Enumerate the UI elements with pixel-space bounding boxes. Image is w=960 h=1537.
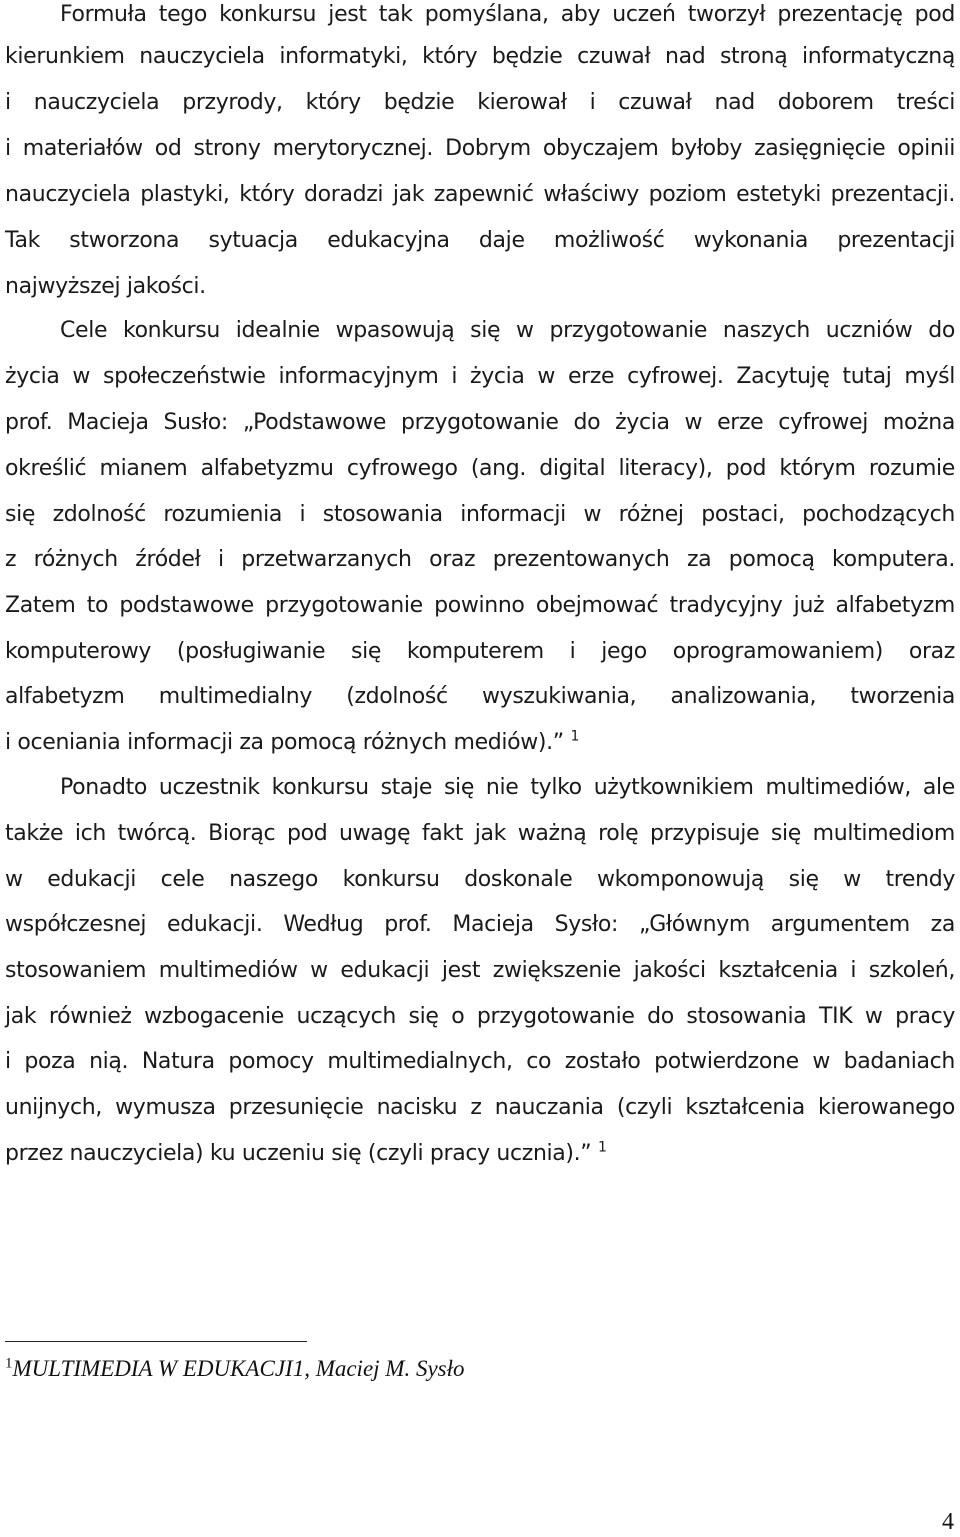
- page-number: 4: [942, 1509, 954, 1535]
- paragraph-2-line-6: z różnych źródeł i przetwarzanych oraz prezentowanych za pomocą komputera.: [5, 547, 955, 572]
- footnote-reference-2: 1: [598, 1139, 607, 1156]
- paragraph-1-line-1: Formuła tego konkursu jest tak pomyślana, aby uczeń tworzył prezentację pod: [60, 2, 955, 27]
- paragraph-2-line-10: [5, 728, 955, 758]
- paragraph-1-line-3: i nauczyciela przyrody, który będzie kierował i czuwał nad doborem treści: [5, 90, 955, 115]
- footnote-reference-1: 1: [570, 728, 580, 745]
- paragraph-1-line-6: Tak stworzona sytuacja edukacyjna daje możliwość wykonania prezentacji: [5, 228, 955, 253]
- paragraph-1-line-4: i materiałów od strony merytorycznej. Dobrym obyczajem byłoby zasięgnięcie opinii: [5, 136, 955, 161]
- paragraph-2-line-4: określić mianem alfabetyzmu cyfrowego (ang. digital literacy), pod którym rozumie: [5, 456, 955, 481]
- paragraph-2-line-1: Cele konkursu idealnie wpasowują się w przygotowanie naszych uczniów do: [60, 318, 955, 343]
- paragraph-3-line-4: współczesnej edukacji. Według prof. Macieja Sysło: „Głównym argumentem za: [5, 912, 955, 937]
- paragraph-2-line-5: się zdolność rozumienia i stosowania informacji w różnej postaci, pochodzących: [5, 502, 955, 527]
- paragraph-3-line-3: w edukacji cele naszego konkursu doskonale wkomponowują się w trendy: [5, 867, 955, 892]
- paragraph-3-line-5: stosowaniem multimediów w edukacji jest zwiększenie jakości kształcenia i szkoleń,: [5, 958, 955, 983]
- footnote: [5, 1354, 465, 1384]
- footnote-text: MULTIMEDIA W EDUKACJI1, Maciej M. Sysło: [12, 1356, 465, 1381]
- paragraph-1-line-7: najwyższej jakości.: [5, 274, 206, 299]
- paragraph-2-line-7: Zatem to podstawowe przygotowanie powinno obejmować tradycyjny już alfabetyzm: [5, 593, 955, 618]
- paragraph-3-line-6: jak również wzbogacenie uczących się o przygotowanie do stosowania TIK w pracy: [5, 1004, 955, 1029]
- paragraph-3-line-7: i poza nią. Natura pomocy multimedialnych, co zostało potwierdzone w badaniach: [5, 1049, 955, 1074]
- paragraph-3-line-2: także ich twórcą. Biorąc pod uwagę fakt jak ważną rolę przypisuje się multimediom: [5, 821, 955, 846]
- footnote-mark: 1: [5, 1355, 13, 1372]
- paragraph-3-line-9-text: przez nauczyciela) ku uczeniu się (czyli pracy ucznia).”: [5, 1141, 598, 1166]
- paragraph-3-line-9: [5, 1139, 955, 1169]
- paragraph-1-line-5: nauczyciela plastyki, który doradzi jak zapewnić właściwy poziom estetyki prezentacji.: [5, 182, 955, 207]
- paragraph-1-line-2: kierunkiem nauczyciela informatyki, który będzie czuwał nad stroną informatyczną: [5, 44, 955, 69]
- paragraph-3-line-1: Ponadto uczestnik konkursu staje się nie tylko użytkownikiem multimediów, ale: [60, 775, 955, 800]
- paragraph-3-line-8: unijnych, wymusza przesunięcie nacisku z nauczania (czyli kształcenia kierowanego: [5, 1095, 955, 1120]
- paragraph-2-line-8: komputerowy (posługiwanie się komputerem i jego oprogramowaniem) oraz: [5, 639, 955, 664]
- paragraph-2-line-3: prof. Macieja Susło: „Podstawowe przygotowanie do życia w erze cyfrowej można: [5, 410, 955, 435]
- paragraph-2-line-2: życia w społeczeństwie informacyjnym i życia w erze cyfrowej. Zacytuję tutaj myśl: [5, 364, 955, 389]
- paragraph-2-line-10-text: i oceniania informacji za pomocą różnych mediów).”: [5, 730, 571, 755]
- footnote-separator: [5, 1341, 307, 1342]
- paragraph-2-line-9: alfabetyzm multimedialny (zdolność wyszukiwania, analizowania, tworzenia: [5, 684, 955, 709]
